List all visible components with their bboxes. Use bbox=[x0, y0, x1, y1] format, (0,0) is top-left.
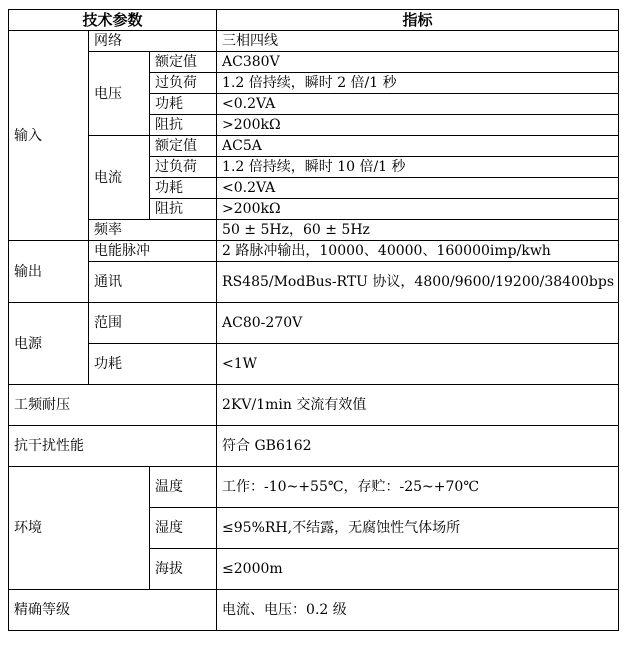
range-label: 范围 bbox=[89, 303, 217, 344]
altitude-label: 海拔 bbox=[150, 549, 217, 590]
humidity-label: 湿度 bbox=[150, 508, 217, 549]
current-label: 电流 bbox=[89, 136, 150, 220]
table-row bbox=[9, 241, 619, 262]
header-param: 技术参数 bbox=[9, 10, 217, 31]
accuracy-value: 电流、电压：0.2 级 bbox=[217, 590, 619, 631]
current-overload-label: 过负荷 bbox=[150, 157, 217, 178]
network-label: 网络 bbox=[89, 31, 217, 52]
current-power-label: 功耗 bbox=[150, 178, 217, 199]
consumption-label: 功耗 bbox=[89, 344, 217, 385]
output-label: 输出 bbox=[9, 241, 89, 303]
voltage-overload-value: 1.2 倍持续，瞬时 2 倍/1 秒 bbox=[217, 73, 619, 94]
temperature-value: 工作：-10~+55℃，存贮：-25~+70℃ bbox=[217, 467, 619, 508]
table-row bbox=[9, 52, 619, 73]
current-rated-value: AC5A bbox=[217, 136, 619, 157]
accuracy-label: 精确等级 bbox=[9, 590, 217, 631]
network-value: 三相四线 bbox=[217, 31, 619, 52]
consumption-value: <1W bbox=[217, 344, 619, 385]
spec-table bbox=[8, 9, 619, 631]
current-impedance-label: 阻抗 bbox=[150, 199, 217, 220]
current-overload-value: 1.2 倍持续，瞬时 10 倍/1 秒 bbox=[217, 157, 619, 178]
header-row bbox=[9, 10, 619, 31]
voltage-impedance-label: 阻抗 bbox=[150, 115, 217, 136]
current-power-value: <0.2VA bbox=[217, 178, 619, 199]
comm-value: RS485/ModBus-RTU 协议，4800/9600/19200/38400bps bbox=[217, 262, 619, 303]
pulse-value: 2 路脉冲输出，10000、40000、160000imp/kwh bbox=[217, 241, 619, 262]
temperature-label: 温度 bbox=[150, 467, 217, 508]
voltage-impedance-value: >200kΩ bbox=[217, 115, 619, 136]
header-value: 指标 bbox=[217, 10, 619, 31]
humidity-value: ≤95%RH,不结露，无腐蚀性气体场所 bbox=[217, 508, 619, 549]
withstand-value: 2KV/1min 交流有效值 bbox=[217, 385, 619, 426]
environment-label: 环境 bbox=[9, 467, 150, 590]
table-row bbox=[9, 303, 619, 344]
table-row bbox=[9, 426, 619, 467]
table-row bbox=[9, 262, 619, 303]
voltage-power-label: 功耗 bbox=[150, 94, 217, 115]
table-row bbox=[9, 590, 619, 631]
frequency-value: 50 ± 5Hz，60 ± 5Hz bbox=[217, 220, 619, 241]
table-row bbox=[9, 467, 619, 508]
table-row bbox=[9, 220, 619, 241]
voltage-rated-value: AC380V bbox=[217, 52, 619, 73]
altitude-value: ≤2000m bbox=[217, 549, 619, 590]
table-row bbox=[9, 136, 619, 157]
voltage-label: 电压 bbox=[89, 52, 150, 136]
power-supply-label: 电源 bbox=[9, 303, 89, 385]
comm-label: 通讯 bbox=[89, 262, 217, 303]
emc-value: 符合 GB6162 bbox=[217, 426, 619, 467]
range-value: AC80-270V bbox=[217, 303, 619, 344]
table-row bbox=[9, 385, 619, 426]
table-row bbox=[9, 31, 619, 52]
voltage-overload-label: 过负荷 bbox=[150, 73, 217, 94]
withstand-label: 工频耐压 bbox=[9, 385, 217, 426]
voltage-power-value: <0.2VA bbox=[217, 94, 619, 115]
input-label: 输入 bbox=[9, 31, 89, 241]
voltage-rated-label: 额定值 bbox=[150, 52, 217, 73]
current-impedance-value: >200kΩ bbox=[217, 199, 619, 220]
pulse-label: 电能脉冲 bbox=[89, 241, 217, 262]
frequency-label: 频率 bbox=[89, 220, 217, 241]
emc-label: 抗干扰性能 bbox=[9, 426, 217, 467]
table-row bbox=[9, 344, 619, 385]
current-rated-label: 额定值 bbox=[150, 136, 217, 157]
